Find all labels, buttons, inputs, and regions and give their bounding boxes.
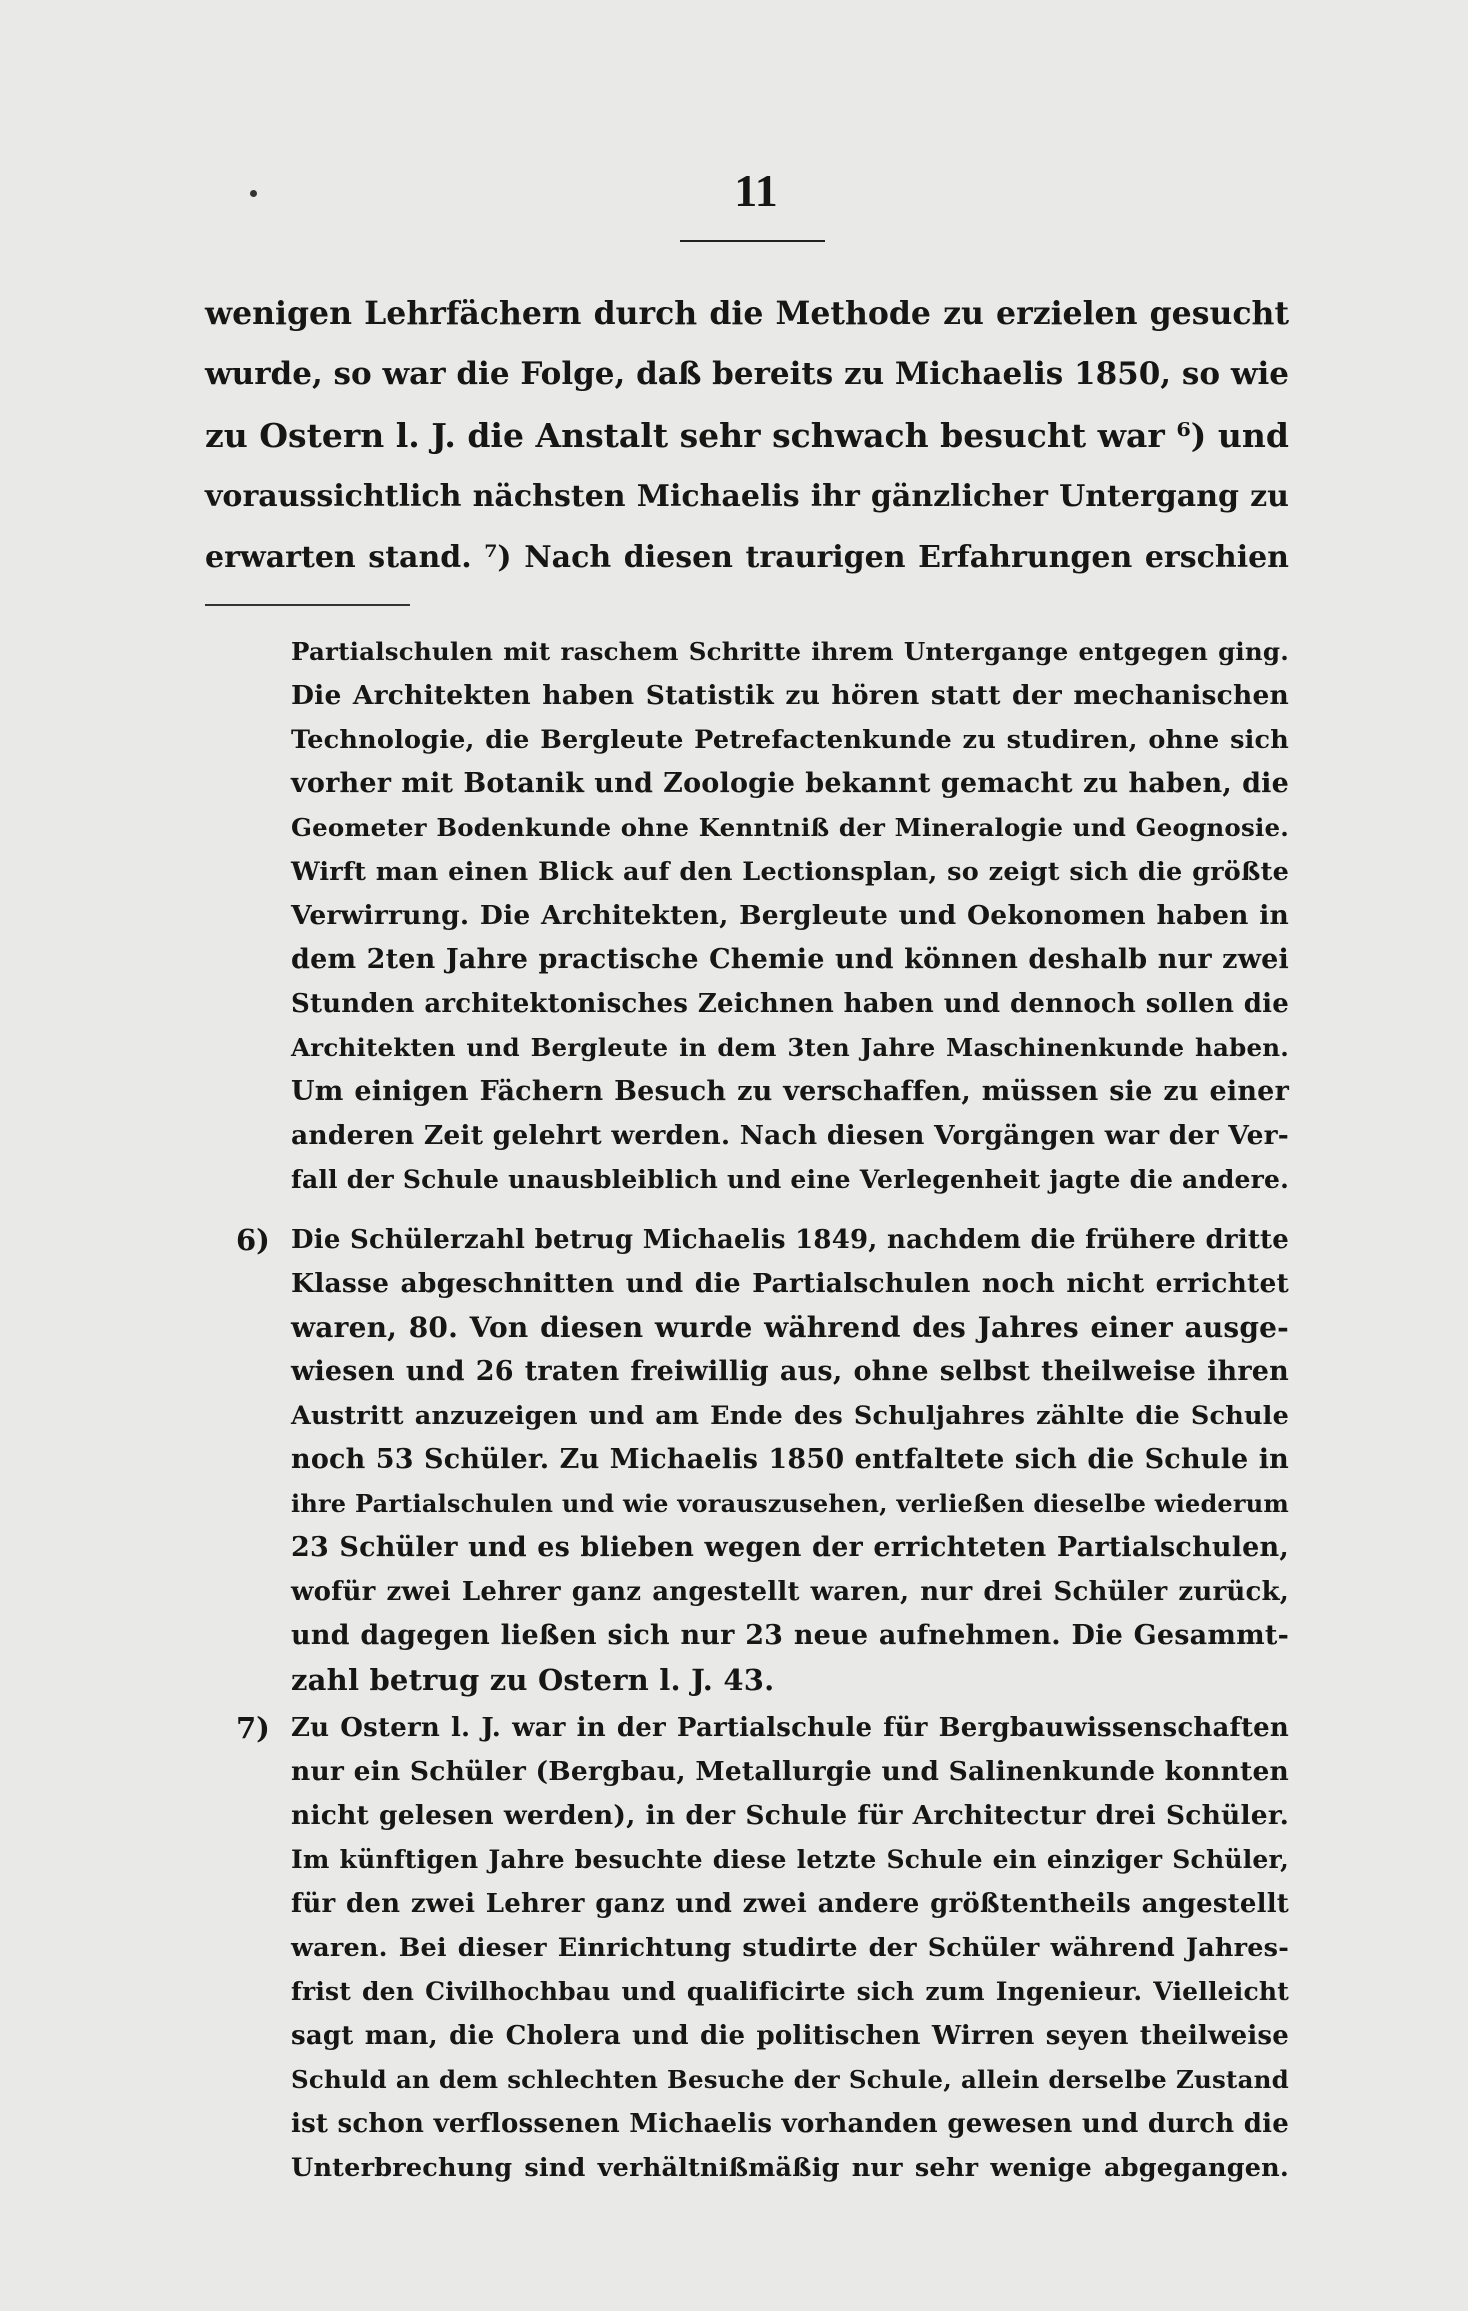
footnote-line: Technologie, die Bergleute Petrefactenkunde zu studiren, ohne sich (291, 725, 1289, 755)
main-text-line: erwarten stand. ⁷) Nach diesen traurigen Erfahrungen erschien (205, 540, 1289, 575)
footnote-divider (205, 604, 410, 606)
footnote-line: fall der Schule unausbleiblich und eine Verlegenheit jagte die andere. (291, 1165, 1289, 1194)
footnote-line: für den zwei Lehrer ganz und zwei andere größtentheils angestellt (291, 1889, 1289, 1919)
footnote-line: und dagegen ließen sich nur 23 neue aufnehmen. Die Gesammt- (291, 1620, 1289, 1651)
main-body-text (205, 283, 1289, 588)
footnote-line: noch 53 Schüler. Zu Michaelis 1850 entfaltete sich die Schule in (291, 1444, 1289, 1475)
footnote-6 (291, 1218, 1289, 1702)
page-number-rule (680, 240, 825, 242)
footnote-line: dem 2ten Jahre practische Chemie und können deshalb nur zwei (291, 944, 1289, 975)
footnote-line: 23 Schüler und es blieben wegen der errichteten Partialschulen, (291, 1532, 1289, 1563)
main-text-line: voraussichtlich nächsten Michaelis ihr gänzlicher Untergang zu (205, 479, 1289, 514)
footnote-line: Architekten und Bergleute in dem 3ten Jahre Maschinenkunde haben. (291, 1033, 1289, 1062)
print-speck (250, 190, 257, 197)
footnote-line: Die Schülerzahl betrug Michaelis 1849, nachdem die frühere dritte (291, 1225, 1289, 1255)
footnote-continuation (291, 630, 1289, 1202)
footnote-line: vorher mit Botanik und Zoologie bekannt gemacht zu haben, die (291, 768, 1289, 799)
footnote-6-marker: 6) (236, 1223, 270, 1257)
footnote-line: Klasse abgeschnitten und die Partialschulen noch nicht errichtet (291, 1268, 1289, 1299)
footnote-7 (291, 1706, 1289, 2190)
footnote-line: Partialschulen mit raschem Schritte ihrem Untergange entgegen ging. (291, 637, 1289, 666)
main-text-line: wurde, so war die Folge, daß bereits zu Michaelis 1850, so wie (205, 356, 1290, 392)
footnote-line: wiesen und 26 traten freiwillig aus, ohne selbst theilweise ihren (291, 1356, 1289, 1387)
footnote-line: waren. Bei dieser Einrichtung studirte der Schüler während Jahres- (291, 1933, 1289, 1963)
footnote-line: Im künftigen Jahre besuchte diese letzte Schule ein einziger Schüler, (291, 1845, 1289, 1874)
footnote-line: Stunden architektonisches Zeichnen haben und dennoch sollen die (291, 989, 1289, 1019)
footnote-line: ist schon verflossenen Michaelis vorhanden gewesen und durch die (291, 2109, 1289, 2139)
footnote-line: Die Architekten haben Statistik zu hören statt der mechanischen (291, 680, 1289, 711)
main-text-line: wenigen Lehrfächern durch die Methode zu erzielen gesucht (205, 295, 1289, 332)
footnote-line: wofür zwei Lehrer ganz angestellt waren, nur drei Schüler zurück, (291, 1577, 1289, 1607)
footnote-line: nicht gelesen werden), in der Schule für Architectur drei Schüler. (291, 1800, 1289, 1831)
footnote-line: zahl betrug zu Ostern l. J. 43. (291, 1663, 775, 1697)
footnote-line: waren, 80. Von diesen wurde während des Jahres einer ausge- (291, 1311, 1289, 1344)
footnote-line: frist den Civilhochbau und qualificirte sich zum Ingenieur. Vielleicht (291, 1977, 1289, 2006)
footnote-line: Unterbrechung sind verhältnißmäßig nur sehr wenige abgegangen. (291, 2153, 1289, 2183)
footnote-line: Zu Ostern l. J. war in der Partialschule für Bergbauwissenschaften (291, 1713, 1289, 1743)
footnote-line: Verwirrung. Die Architekten, Bergleute und Oekonomen haben in (291, 900, 1289, 931)
footnote-line: Um einigen Fächern Besuch zu verschaffen, müssen sie zu einer (291, 1076, 1289, 1107)
footnote-line: sagt man, die Cholera und die politischen Wirren seyen theilweise (291, 2021, 1289, 2051)
footnote-line: Schuld an dem schlechten Besuche der Schule, allein derselbe Zustand (291, 2065, 1289, 2094)
footnote-line: anderen Zeit gelehrt werden. Nach diesen Vorgängen war der Ver- (291, 1120, 1289, 1151)
footnote-7-marker: 7) (236, 1711, 270, 1745)
main-text-line: zu Ostern l. J. die Anstalt sehr schwach besucht war ⁶) und (205, 416, 1289, 455)
footnote-line: Wirft man einen Blick auf den Lectionsplan, so zeigt sich die größte (291, 857, 1289, 887)
footnote-line: ihre Partialschulen und wie vorauszusehen, verließen dieselbe wiederum (291, 1489, 1289, 1518)
footnote-line: Austritt anzuzeigen und am Ende des Schuljahres zählte die Schule (291, 1401, 1289, 1431)
footnote-line: Geometer Bodenkunde ohne Kenntniß der Mineralogie und Geognosie. (291, 813, 1289, 842)
page-number: 11 (734, 165, 778, 216)
footnote-line: nur ein Schüler (Bergbau, Metallurgie und Salinenkunde konnten (291, 1756, 1289, 1787)
